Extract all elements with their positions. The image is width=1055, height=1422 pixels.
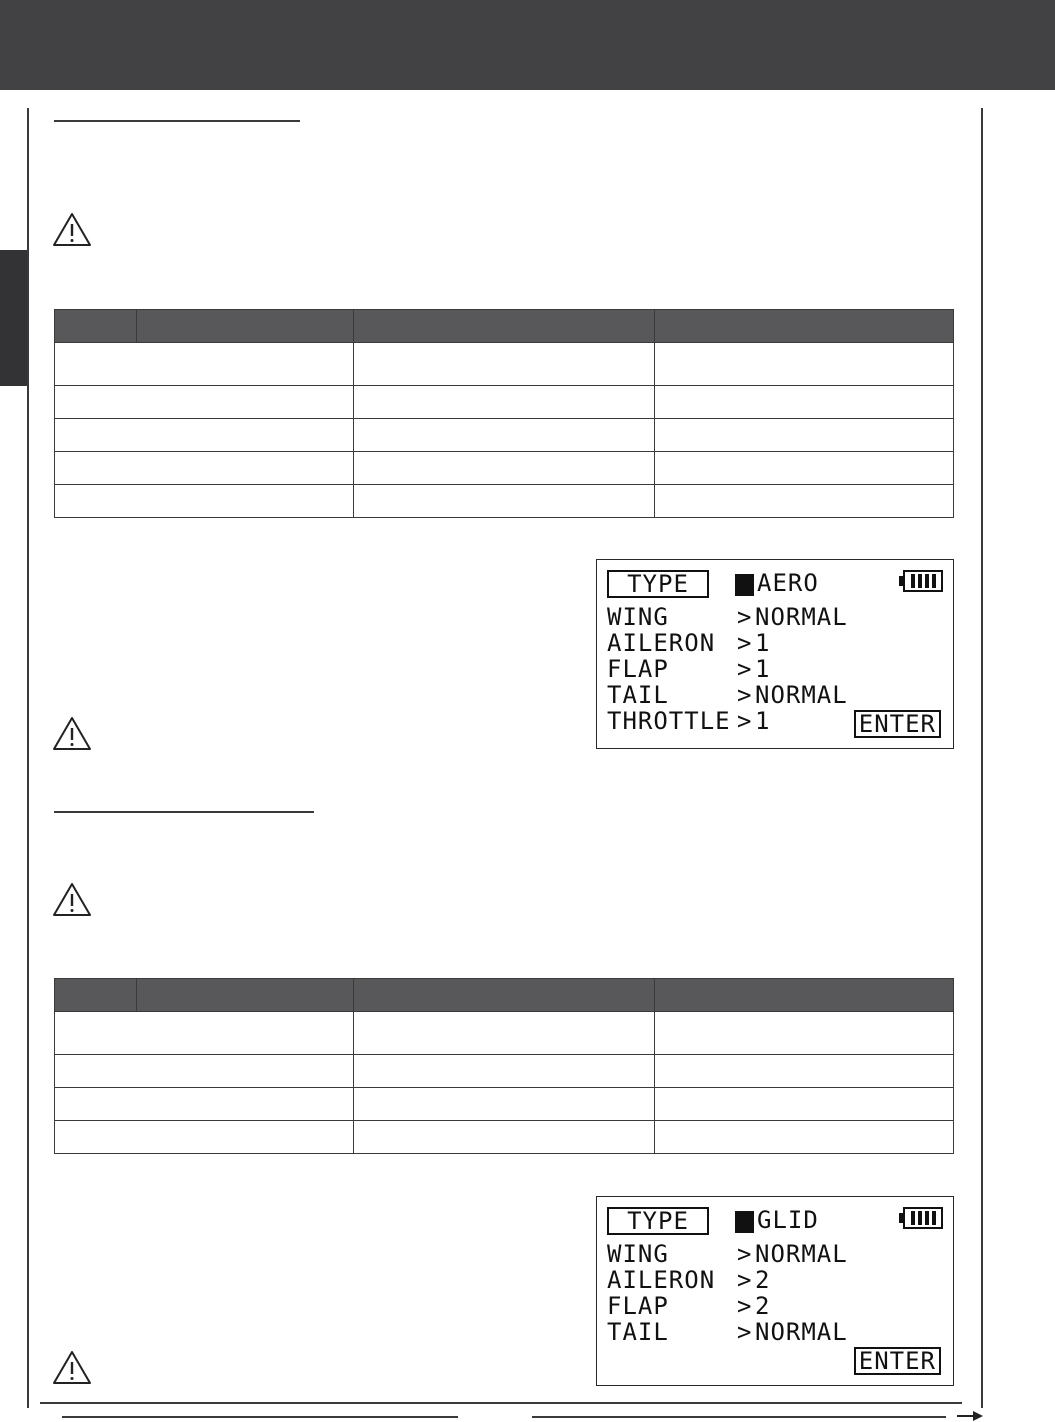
lcd-row-flap: FLAP > 1 xyxy=(607,655,771,683)
lcd-row-wing: WING > NORMAL xyxy=(607,603,848,631)
arrow-right-icon xyxy=(955,1408,985,1422)
lcd-row-aileron: AILERON > 1 xyxy=(607,629,771,657)
lcd-type-label: TYPE xyxy=(607,1207,709,1235)
lcd-row-wing: WING > NORMAL xyxy=(607,1240,848,1268)
lcd-row-tail: TAIL > NORMAL xyxy=(607,681,848,709)
lcd-row-flap: FLAP > 2 xyxy=(607,1292,771,1320)
table-row xyxy=(55,1012,954,1055)
table-header-row xyxy=(55,979,954,1012)
battery-icon xyxy=(899,570,943,592)
warning-triangle-icon xyxy=(52,212,92,248)
table-header-cell xyxy=(137,310,354,343)
lcd-screen-glid xyxy=(596,1196,954,1386)
table-row xyxy=(55,1088,954,1121)
model-type-icon xyxy=(735,1211,754,1233)
table-header-cell xyxy=(55,310,137,343)
battery-icon xyxy=(899,1207,943,1229)
model-type-icon xyxy=(735,574,754,596)
lcd-row-throttle: THROTTLE > 1 xyxy=(607,707,771,735)
table-header-cell xyxy=(655,979,954,1012)
section-heading-rule-glid xyxy=(54,811,314,813)
section-side-tab xyxy=(0,250,27,386)
warning-triangle-icon xyxy=(52,882,92,918)
section-heading-rule-aero xyxy=(54,120,300,122)
footer-rule-right xyxy=(532,1416,946,1418)
table-header-cell xyxy=(137,979,354,1012)
spec-table-aero xyxy=(54,309,954,518)
table-row xyxy=(55,1121,954,1154)
table-header-cell xyxy=(354,979,655,1012)
lcd-row-aileron: AILERON > 2 xyxy=(607,1266,771,1294)
lcd-enter-button[interactable]: ENTER xyxy=(854,710,941,738)
table-row xyxy=(55,1055,954,1088)
footer-rule xyxy=(40,1402,962,1404)
table-header-row xyxy=(55,310,954,343)
header-band xyxy=(0,0,1055,90)
table-row xyxy=(55,386,954,419)
left-margin-rule xyxy=(27,108,29,1408)
footer-rule-left xyxy=(62,1416,458,1418)
lcd-model-name: AERO xyxy=(757,569,819,597)
spec-table-glid xyxy=(54,978,954,1154)
table-row xyxy=(55,452,954,485)
table-row xyxy=(55,485,954,518)
lcd-model-name: GLID xyxy=(757,1206,819,1234)
warning-triangle-icon xyxy=(52,716,92,752)
right-margin-rule xyxy=(981,108,983,1408)
lcd-screen-aero xyxy=(596,559,954,749)
table-header-cell xyxy=(55,979,137,1012)
lcd-type-label: TYPE xyxy=(607,570,709,598)
table-row xyxy=(55,343,954,386)
table-header-cell xyxy=(655,310,954,343)
table-row xyxy=(55,419,954,452)
lcd-row-tail: TAIL > NORMAL xyxy=(607,1318,848,1346)
warning-triangle-icon xyxy=(52,1350,92,1386)
table-header-cell xyxy=(354,310,655,343)
lcd-enter-button[interactable]: ENTER xyxy=(854,1347,941,1375)
